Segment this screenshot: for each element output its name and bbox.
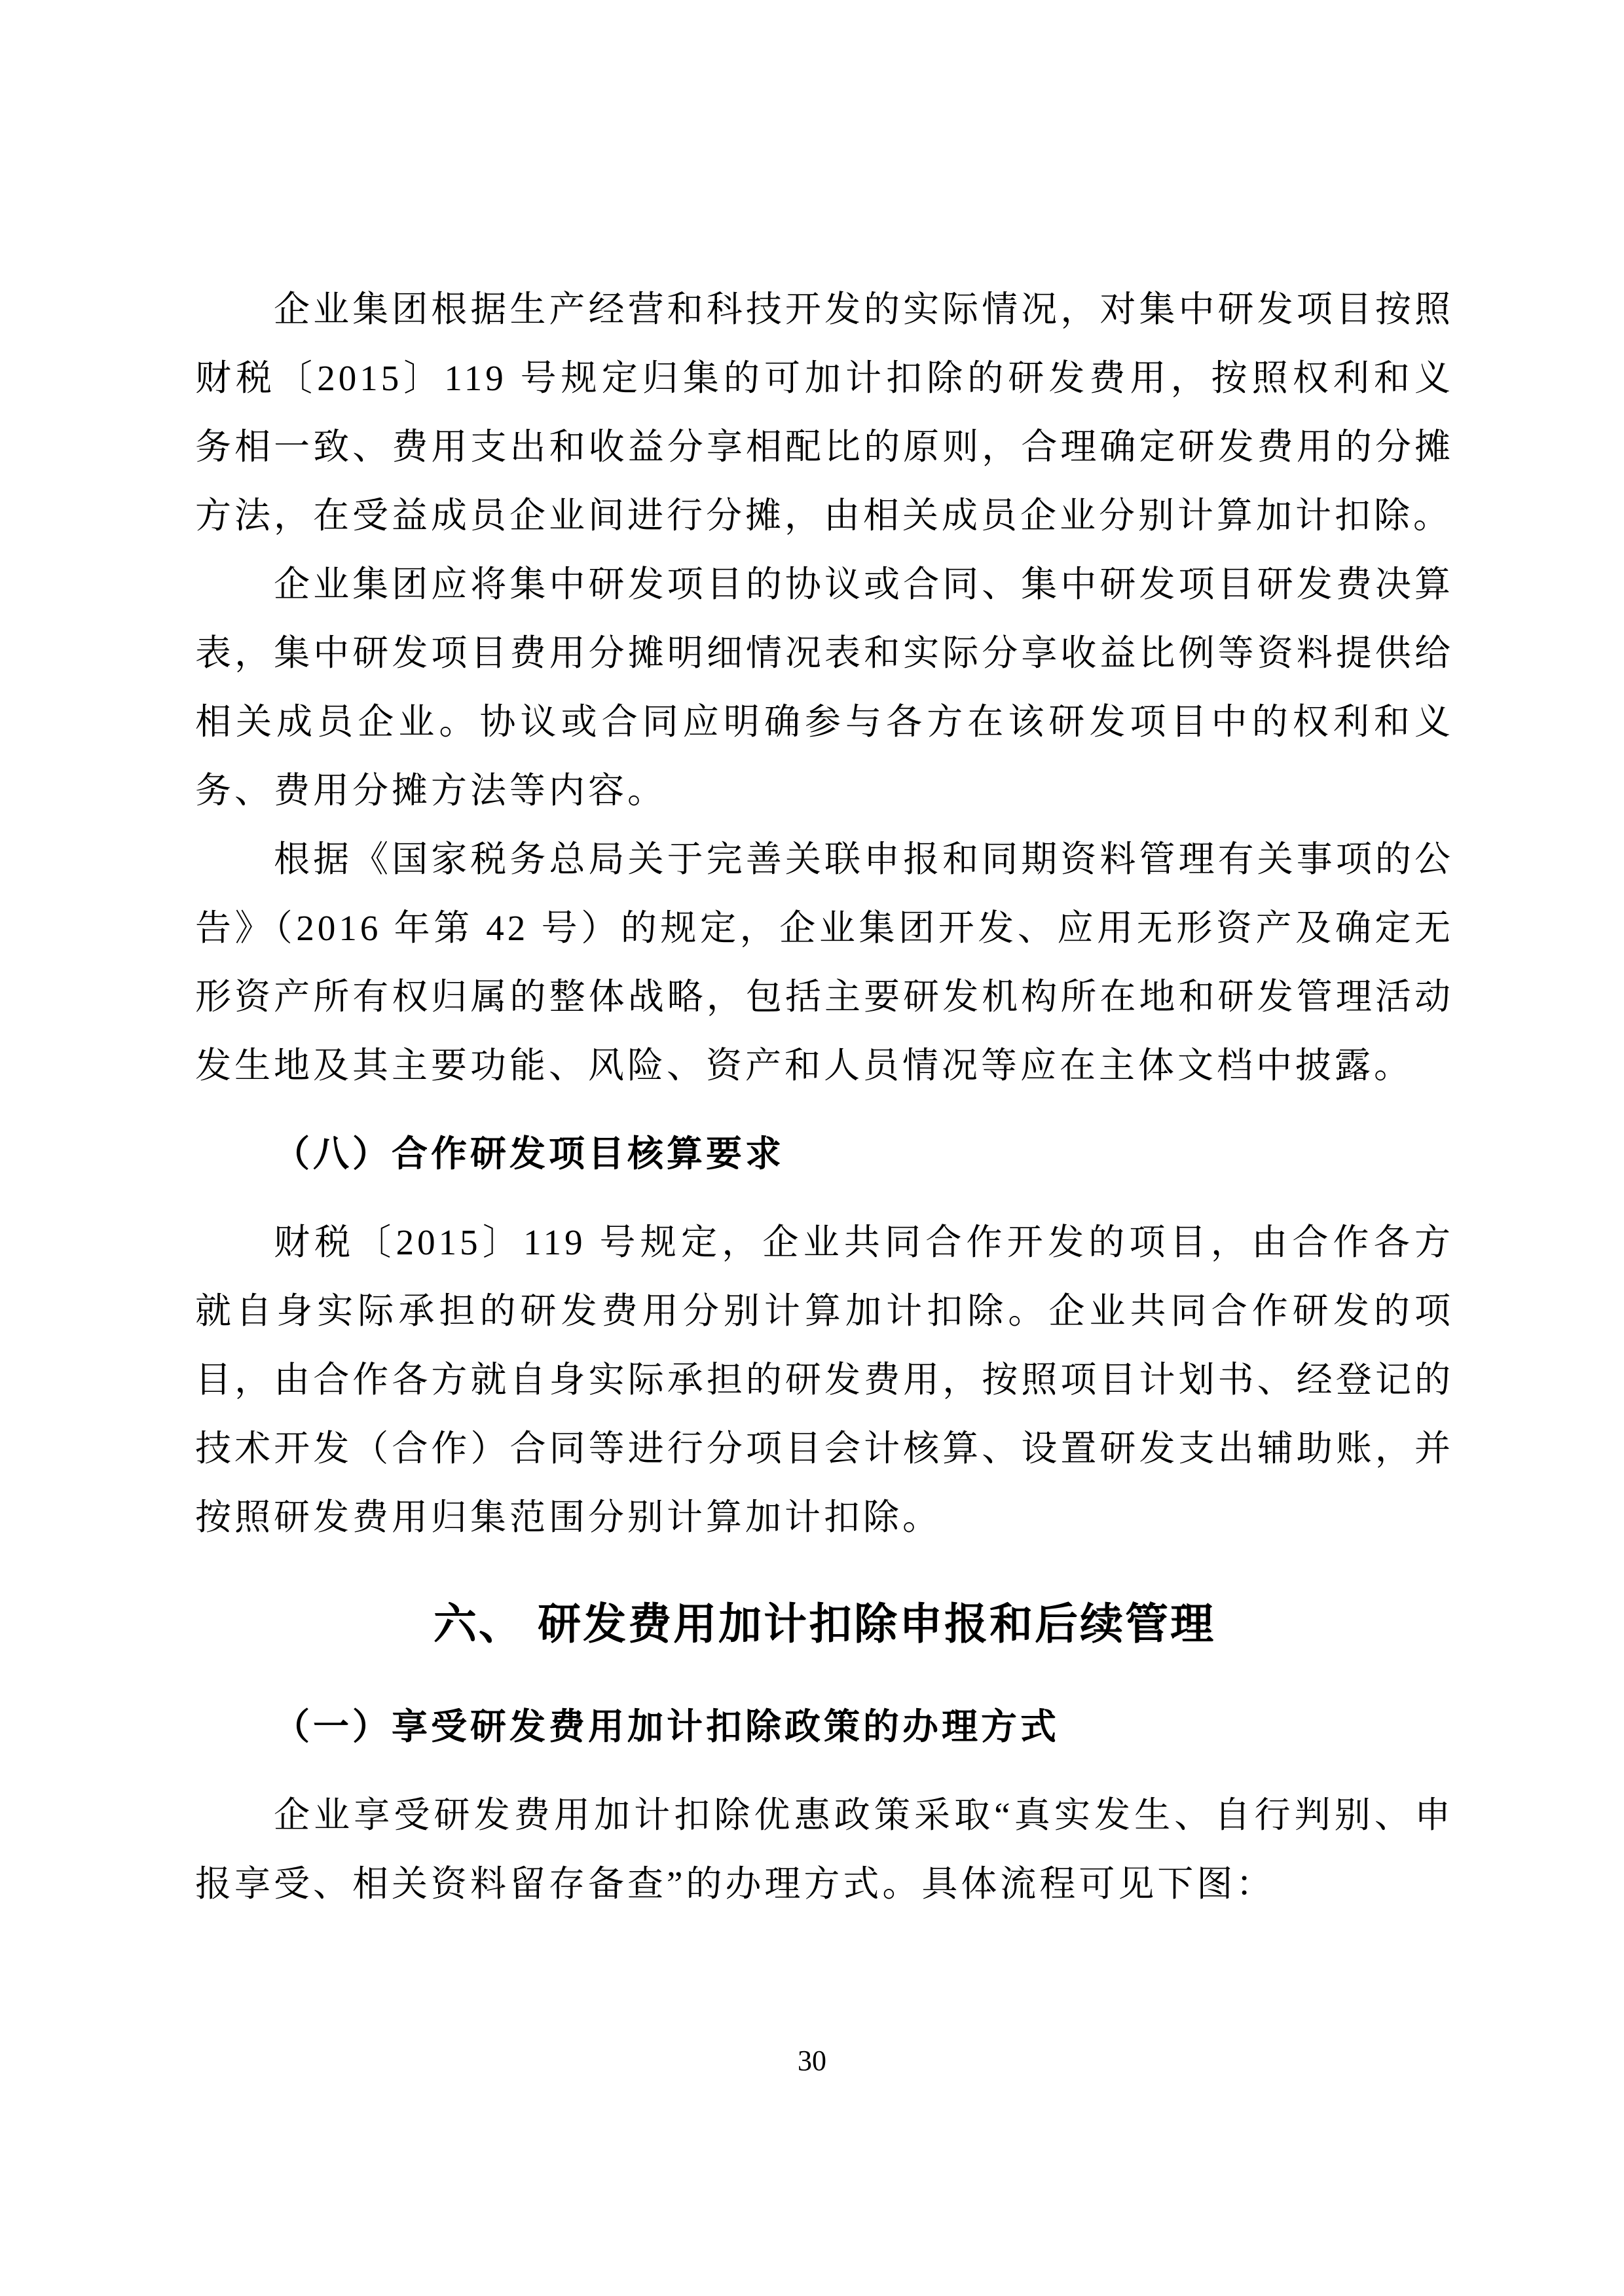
- chapter-heading-6-declaration-management: 六、 研发费用加计扣除申报和后续管理: [433, 1599, 1216, 1648]
- paragraph-related-declaration-announcement: 根据《国家税务总局关于完善关联申报和同期资料管理有关事项的公告》（2016 年第 42 号）的规定，企业集团开发、应用无形资产及确定无形资产所有权归属的整体战略，包括主要研发机构所在地和研发管理活动发生地及其主要功能、风险、资产和人员情况等应在主体文档中披露。: [195, 839, 1454, 1085]
- paragraph-group-cost-allocation: 企业集团根据生产经营和科技开发的实际情况，对集中研发项目按照财税〔2015〕119 号规定归集的可加计扣除的研发费用，按照权利和义务相一致、费用支出和收益分享相配比的原则，合理确定研发费用的分摊方法，在受益成员企业间进行分摊，由相关成员企业分别计算加计扣除。: [195, 289, 1454, 536]
- paragraph-policy-handling-method: 企业享受研发费用加计扣除优惠政策采取“真实发生、自行判别、申报享受、相关资料留存备查”的办理方式。具体流程可见下图：: [195, 1795, 1454, 1904]
- section-heading-1-handling-method: （一）享受研发费用加计扣除政策的办理方式: [274, 1707, 1060, 1747]
- section-heading-8-cooperative-rd-accounting: （八）合作研发项目核算要求: [274, 1134, 785, 1174]
- paragraph-group-agreement-materials: 企业集团应将集中研发项目的协议或合同、集中研发项目研发费决算表，集中研发项目费用分摊明细情况表和实际分享收益比例等资料提供给相关成员企业。协议或合同应明确参与各方在该研发项目中的权利和义务、费用分摊方法等内容。: [195, 564, 1454, 811]
- document-body: [195, 275, 1454, 1918]
- page-number: 30: [798, 2045, 826, 2077]
- paragraph-cooperative-rd-rules: 财税〔2015〕119 号规定，企业共同合作开发的项目，由合作各方就自身实际承担的研发费用分别计算加计扣除。企业共同合作研发的项目，由合作各方就自身实际承担的研发费用，按照项目计划书、经登记的技术开发（合作）合同等进行分项目会计核算、设置研发支出辅助账，并按照研发费用归集范围分别计算加计扣除。: [195, 1222, 1454, 1537]
